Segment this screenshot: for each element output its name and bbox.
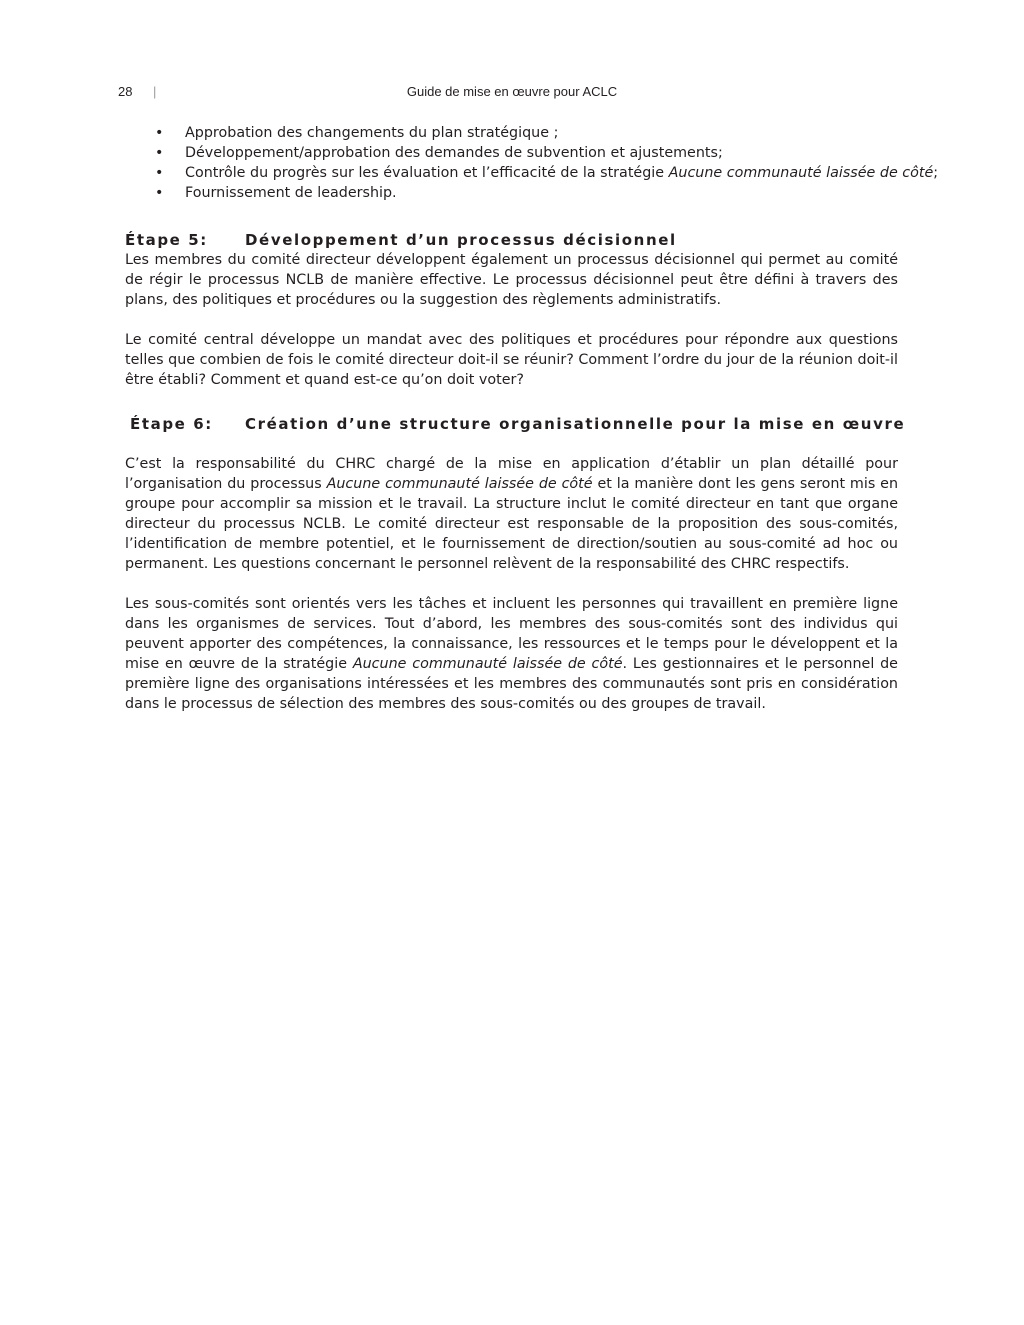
step5-label: Étape 5: xyxy=(125,231,208,249)
step6-p1-text-end: et la manière dont les gens seront mis en groupe pour accomplir sa mission et le travail. La structure inclut le comité directeur en tant que organe directeur du processus NCLB. Le comité directeur est responsable de la proposition des sous-comités, l’identification de membre potentiel, et le fournissement de direction/soutien au sous-comité ad hoc ou permanent. Les questions concernant le personnel relèvent de la responsabilité des CHRC respectifs. xyxy=(125,476,898,572)
page-header xyxy=(0,84,1024,104)
step6-p2-text: Les sous-comités sont orientés vers les tâches et incluent les personnes qui travaillent en première ligne dans les organismes de services. Tout d’abord, les membres des sous-comités sont des individus qui peuvent apporter des compétences, la connaissance, les ressources et le temps pour le développent et la mise en œuvre de la stratégie xyxy=(125,596,898,672)
step5-title: Développement d’un processus décisionnel xyxy=(245,231,677,249)
bullet-icon: • xyxy=(155,145,164,161)
list-item xyxy=(125,163,939,183)
header-separator: | xyxy=(153,84,157,99)
list-item-text: Approbation des changements du plan stratégique ; xyxy=(185,125,559,141)
list-item-text: Fournissement de leadership. xyxy=(185,185,397,201)
page-body xyxy=(125,123,939,714)
step6-paragraph-2 xyxy=(125,594,898,714)
bullet-icon: • xyxy=(155,125,164,141)
bullet-icon: • xyxy=(155,185,164,201)
list-item xyxy=(125,183,898,203)
step5-heading xyxy=(125,230,898,250)
strategy-name: Aucune communauté laissée de côté xyxy=(668,165,934,181)
bullet-list xyxy=(125,123,939,203)
step6-label: Étape 6: xyxy=(130,415,213,433)
strategy-name: Aucune communauté laissée de côté xyxy=(352,656,623,672)
list-item xyxy=(125,123,898,143)
step6-p2-text-end: . Les gestionnaires et le personnel de première ligne des organisations intéressées et les membres des communautés sont pris en considération dans le processus de sélection des membres des sous-comités ou des groupes de travail. xyxy=(125,656,898,712)
list-item xyxy=(125,143,898,163)
step6-paragraph-1 xyxy=(125,454,898,574)
list-item-text: Développement/approbation des demandes de subvention et ajustements; xyxy=(185,145,723,161)
list-item-text: Contrôle du progrès sur les évaluation et l’efficacité de la stratégie xyxy=(185,165,669,181)
step5-paragraph-2: Le comité central développe un mandat avec des politiques et procédures pour répondre aux questions telles que combien de fois le comité directeur doit-il se réunir? Comment l’ordre du jour de la réunion doit-il être établi? Comment et quand est-ce qu’on doit voter? xyxy=(125,332,898,388)
strategy-name: Aucune communauté laissée de côté xyxy=(326,476,593,492)
running-title: Guide de mise en œuvre pour ACLC xyxy=(406,84,618,99)
page-number: 28 xyxy=(118,84,133,99)
bullet-icon: • xyxy=(155,165,164,181)
step5-paragraph-1: Les membres du comité directeur développent également un processus décisionnel qui permet au comité de régir le processus NCLB de manière effective. Le processus décisionnel peut être défini à travers des plans, des politiques et procédures ou la suggestion des règlements administratifs. xyxy=(125,252,898,308)
list-item-text-end: ; xyxy=(933,165,939,181)
step6-title: Création d’une structure organisationnelle pour la mise en œuvre xyxy=(245,415,906,433)
step6-p1-text: C’est la responsabilité du CHRC chargé de la mise en application d’établir un plan détaillé pour l’organisation du processus xyxy=(125,456,898,492)
step6-heading xyxy=(125,414,906,434)
